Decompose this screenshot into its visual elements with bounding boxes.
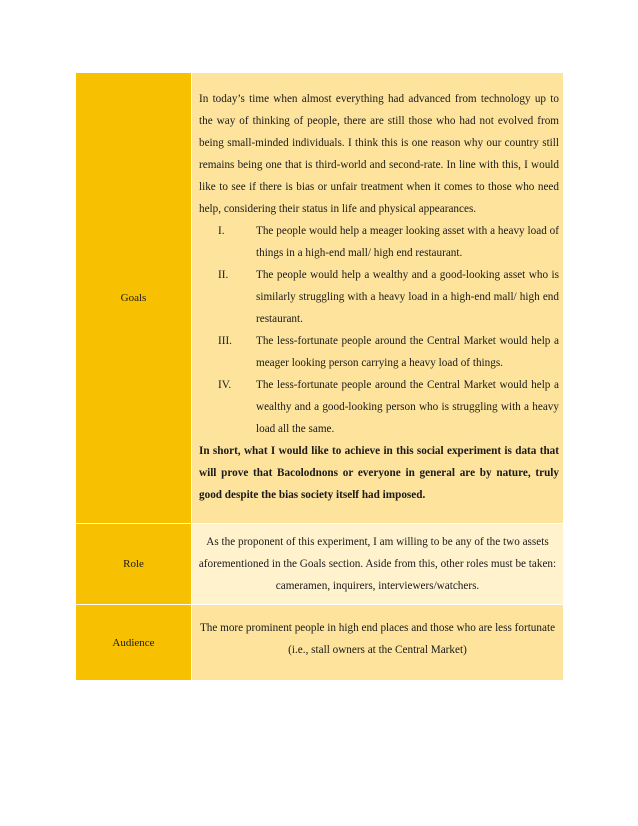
goals-item-number: III. bbox=[218, 335, 232, 347]
goals-item-number: II. bbox=[218, 269, 229, 281]
goals-row bbox=[76, 73, 563, 524]
audience-content: The more prominent people in high end places and those who are less fortunate (i.e., stall owners at the Central Market) bbox=[192, 605, 564, 681]
goals-list-item bbox=[199, 264, 559, 330]
role-row bbox=[76, 524, 563, 605]
goals-list-item bbox=[199, 220, 559, 264]
goals-list bbox=[199, 220, 559, 440]
goals-list-item bbox=[199, 330, 559, 374]
goals-item-number: IV. bbox=[218, 379, 232, 391]
goals-item-number: I. bbox=[218, 225, 225, 237]
audience-row bbox=[76, 605, 563, 681]
goals-summary: In short, what I would like to achieve in this social experiment is data that will prove that Bacolodnons or everyone in general are by nature, truly good despite the bias society itself had imposed. bbox=[199, 445, 559, 501]
goals-item-text: The people would help a meager looking asset with a heavy load of things in a high-end mall/ high end restaurant. bbox=[256, 225, 559, 259]
goals-label: Goals bbox=[76, 73, 192, 524]
goals-intro: In today’s time when almost everything had advanced from technology up to the way of thinking of people, there are still those who had not evolved from being small-minded individuals. I think this is one reason why our country still remains being one that is third-world and second-rate. In line with this, I would like to see if there is bias or unfair treatment when it comes to those who need help, considering their status in life and physical appearances. bbox=[199, 93, 559, 215]
audience-label: Audience bbox=[76, 605, 192, 681]
goals-item-text: The less-fortunate people around the Central Market would help a wealthy and a good-looking person who is struggling with a heavy load all the same. bbox=[256, 379, 559, 435]
goals-item-text: The people would help a wealthy and a good-looking asset who is similarly struggling with a heavy load in a high-end mall/ high end restaurant. bbox=[256, 269, 559, 325]
goals-list-item bbox=[199, 374, 559, 440]
goals-item-text: The less-fortunate people around the Central Market would help a meager looking person carrying a heavy load of things. bbox=[256, 335, 559, 369]
role-content: As the proponent of this experiment, I am willing to be any of the two assets aforementioned in the Goals section. Aside from this, other roles must be taken: cameramen, inquirers, interviewers/watchers. bbox=[192, 524, 564, 605]
grasps-table bbox=[76, 73, 563, 680]
goals-content bbox=[192, 73, 564, 524]
role-label: Role bbox=[76, 524, 192, 605]
